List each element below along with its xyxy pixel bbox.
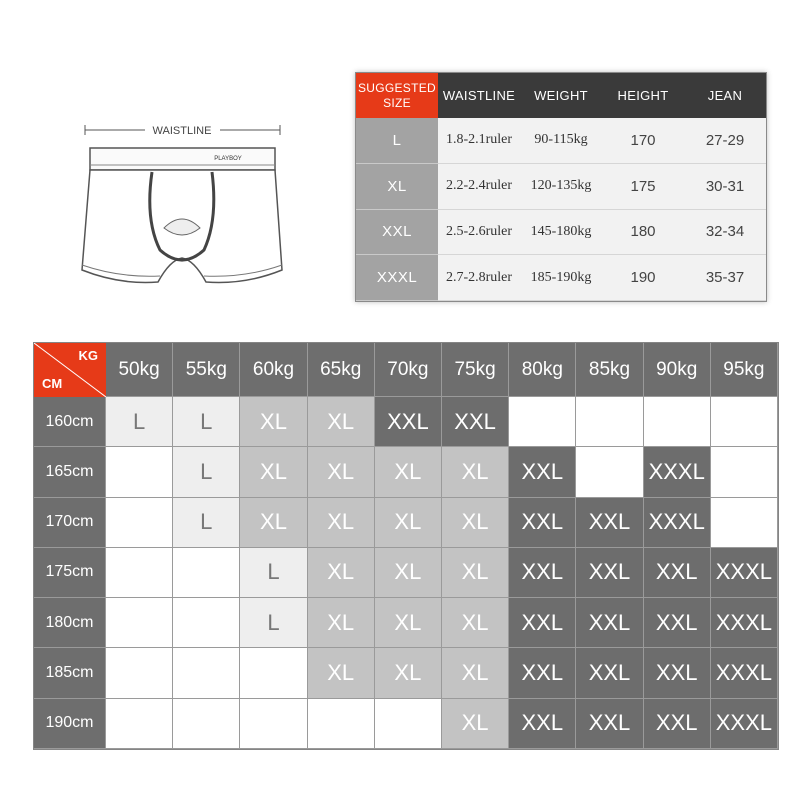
size-cell: XXL	[509, 598, 576, 648]
size-cell: XXL	[509, 699, 576, 749]
jean-value: 27-29	[684, 118, 766, 164]
boxer-illustration	[60, 110, 310, 310]
size-cell: XL	[375, 548, 442, 598]
corner-cm-label: CM	[42, 376, 63, 391]
size-cell: L	[173, 397, 240, 447]
size-cell: XXXL	[644, 447, 711, 497]
size-cell: XL	[442, 447, 509, 497]
weight-column-header: 50kg	[106, 343, 173, 397]
waistline-value: 1.8-2.1ruler	[438, 118, 520, 164]
header-weight: WEIGHT	[520, 73, 602, 118]
size-cell: XXL	[509, 498, 576, 548]
waistline-value: 2.7-2.8ruler	[438, 255, 520, 301]
weight-column-header: 60kg	[240, 343, 307, 397]
weight-column-header: 75kg	[442, 343, 509, 397]
size-cell: XXL	[442, 397, 509, 447]
empty-cell	[106, 598, 173, 648]
size-cell: XL	[308, 397, 375, 447]
size-cell: XXL	[509, 548, 576, 598]
size-label: XL	[356, 164, 438, 210]
height-row-header: 180cm	[34, 598, 106, 648]
suggested-size-table	[355, 72, 767, 302]
size-cell: XXXL	[711, 648, 778, 698]
size-cell: L	[106, 397, 173, 447]
weight-column-header: 65kg	[308, 343, 375, 397]
empty-cell	[711, 397, 778, 447]
empty-cell	[644, 397, 711, 447]
size-cell: XL	[240, 397, 307, 447]
waistline-label: WAISTLINE	[152, 125, 212, 137]
height-row-header: 165cm	[34, 447, 106, 497]
waistline-value: 2.5-2.6ruler	[438, 210, 520, 256]
empty-cell	[308, 699, 375, 749]
weight-value: 90-115kg	[520, 118, 602, 164]
size-cell: XXL	[644, 699, 711, 749]
size-cell: XL	[308, 498, 375, 548]
size-label: XXXL	[356, 255, 438, 301]
empty-cell	[173, 548, 240, 598]
height-row-header: 170cm	[34, 498, 106, 548]
empty-cell	[240, 699, 307, 749]
weight-column-header: 70kg	[375, 343, 442, 397]
size-cell: XL	[442, 598, 509, 648]
jean-value: 30-31	[684, 164, 766, 210]
height-row-header: 175cm	[34, 548, 106, 598]
empty-cell	[576, 447, 643, 497]
size-cell: XXL	[576, 648, 643, 698]
empty-cell	[106, 447, 173, 497]
size-cell: XXXL	[711, 548, 778, 598]
size-cell: XXL	[509, 447, 576, 497]
weight-column-header: 55kg	[173, 343, 240, 397]
size-cell: XXXL	[644, 498, 711, 548]
waistline-value: 2.2-2.4ruler	[438, 164, 520, 210]
empty-cell	[509, 397, 576, 447]
weight-column-header: 85kg	[576, 343, 643, 397]
empty-cell	[576, 397, 643, 447]
size-cell: XL	[442, 548, 509, 598]
size-cell: XXL	[509, 648, 576, 698]
size-cell: XXL	[576, 598, 643, 648]
empty-cell	[173, 648, 240, 698]
brand-label: PLAYBOY	[214, 156, 242, 162]
empty-cell	[711, 498, 778, 548]
size-cell: XXL	[576, 699, 643, 749]
size-label: XXL	[356, 210, 438, 256]
weight-value: 120-135kg	[520, 164, 602, 210]
size-cell: XXL	[576, 548, 643, 598]
header-jean: JEAN	[684, 73, 766, 118]
weight-value: 185-190kg	[520, 255, 602, 301]
size-cell: L	[173, 498, 240, 548]
corner-kg-label: KG	[78, 348, 98, 363]
size-cell: XXXL	[711, 699, 778, 749]
size-cell: XL	[308, 548, 375, 598]
height-row-header: 190cm	[34, 699, 106, 749]
height-value: 190	[602, 255, 684, 301]
size-label: L	[356, 118, 438, 164]
size-cell: XL	[308, 648, 375, 698]
size-cell: XL	[442, 498, 509, 548]
height-value: 175	[602, 164, 684, 210]
size-cell: XL	[375, 498, 442, 548]
weight-column-header: 95kg	[711, 343, 778, 397]
empty-cell	[106, 548, 173, 598]
size-cell: XXL	[644, 648, 711, 698]
empty-cell	[240, 648, 307, 698]
empty-cell	[711, 447, 778, 497]
weight-value: 145-180kg	[520, 210, 602, 256]
size-cell: XL	[375, 447, 442, 497]
empty-cell	[375, 699, 442, 749]
height-value: 170	[602, 118, 684, 164]
jean-value: 35-37	[684, 255, 766, 301]
height-value: 180	[602, 210, 684, 256]
height-row-header: 185cm	[34, 648, 106, 698]
size-cell: XL	[442, 699, 509, 749]
size-cell: XXL	[644, 548, 711, 598]
chart-corner	[34, 343, 106, 397]
header-suggested-size: SUGGESTED SIZE	[356, 73, 438, 118]
size-cell: XL	[375, 598, 442, 648]
size-cell: L	[240, 598, 307, 648]
size-cell: XL	[308, 598, 375, 648]
size-cell: XXL	[576, 498, 643, 548]
empty-cell	[173, 699, 240, 749]
weight-column-header: 80kg	[509, 343, 576, 397]
size-cell: XXXL	[711, 598, 778, 648]
size-cell: XL	[442, 648, 509, 698]
empty-cell	[106, 498, 173, 548]
size-cell: L	[173, 447, 240, 497]
size-cell: XL	[375, 648, 442, 698]
size-cell: XL	[240, 498, 307, 548]
weight-column-header: 90kg	[644, 343, 711, 397]
size-cell: XXL	[375, 397, 442, 447]
size-cell: XL	[308, 447, 375, 497]
empty-cell	[173, 598, 240, 648]
jean-value: 32-34	[684, 210, 766, 256]
size-cell: XL	[240, 447, 307, 497]
header-waistline: WAISTLINE	[438, 73, 520, 118]
size-cell: XXL	[644, 598, 711, 648]
empty-cell	[106, 699, 173, 749]
height-row-header: 160cm	[34, 397, 106, 447]
size-cell: L	[240, 548, 307, 598]
header-height: HEIGHT	[602, 73, 684, 118]
empty-cell	[106, 648, 173, 698]
height-weight-size-chart	[33, 342, 779, 750]
